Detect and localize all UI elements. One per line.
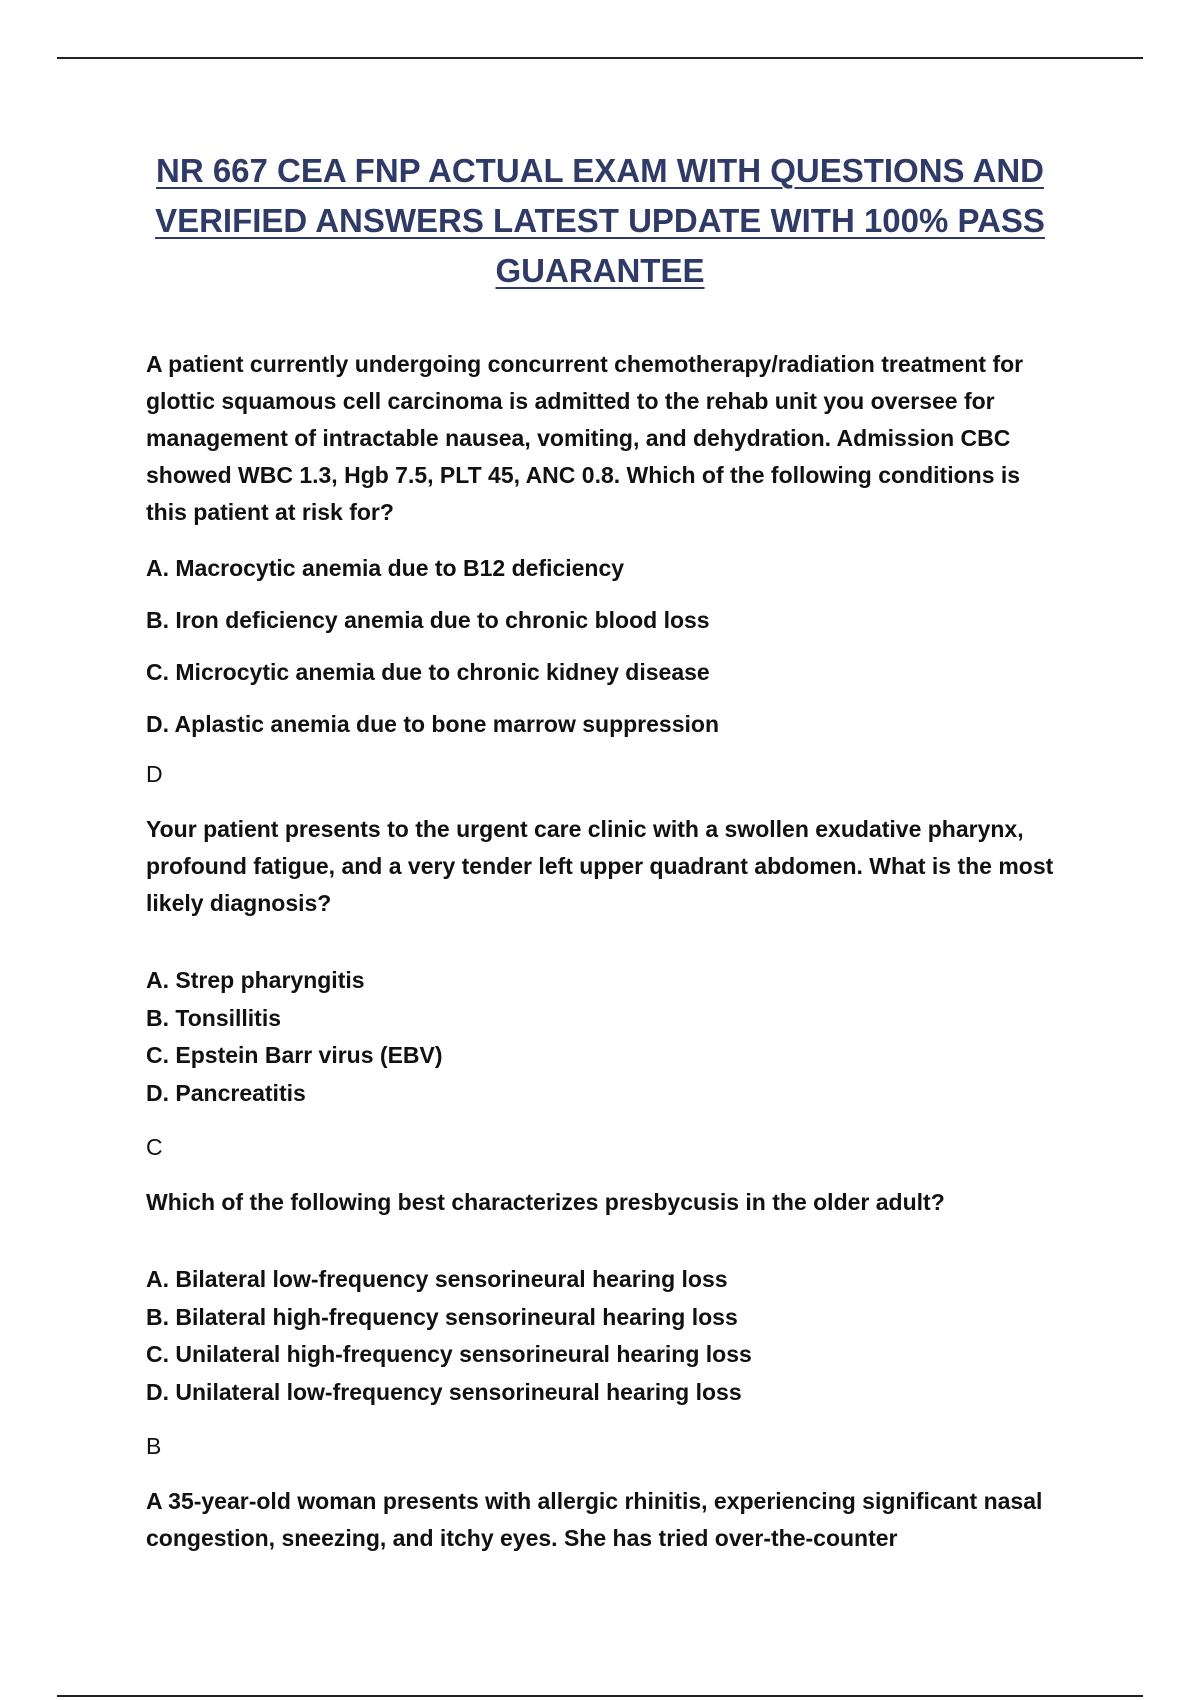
question-2: Your patient presents to the urgent care clinic with a swollen exudative pharynx, profound fatigue, and a very tender left upper quadrant abdomen. What is the most likely diagnosis? — [146, 816, 1054, 916]
option-a: A. Bilateral low-frequency sensorineural hearing loss — [146, 1266, 728, 1292]
option-b: B. Tonsillitis — [146, 1004, 282, 1031]
option-d: D. Pancreatitis — [146, 1079, 306, 1106]
option-d: D. Unilateral low-frequency sensorineural hearing loss — [146, 1378, 742, 1405]
question-2-options — [146, 962, 1066, 1112]
question-4: A 35-year-old woman presents with allergic rhinitis, experiencing significant nasal congestion, sneezing, and itchy eyes. She has tried over-the-counter — [146, 1488, 1043, 1551]
document-body — [146, 346, 1066, 1557]
question-3-answer: B — [146, 1433, 162, 1459]
option-b: B. Bilateral high-frequency sensorineural hearing loss — [146, 1303, 738, 1330]
question-2-answer: C — [146, 1134, 163, 1160]
option-c: C. Microcytic anemia due to chronic kidney disease — [146, 659, 710, 685]
question-3-options — [146, 1261, 1066, 1411]
option-a: A. Macrocytic anemia due to B12 deficiency — [146, 555, 625, 581]
option-c: C. Epstein Barr virus (EBV) — [146, 1042, 443, 1068]
option-c: C. Unilateral high-frequency sensorineural hearing loss — [146, 1341, 752, 1367]
question-1: A patient currently undergoing concurrent chemotherapy/radiation treatment for glottic squamous cell carcinoma is admitted to the rehab unit you oversee for management of intractable nausea, vomiting, and dehydration. Admission CBC showed WBC 1.3, Hgb 7.5, PLT 45, ANC 0.8. Which of the following conditions is this patient at risk for? — [146, 351, 1024, 525]
option-b: B. Iron deficiency anemia due to chronic blood loss — [146, 607, 710, 633]
bottom-divider — [57, 1695, 1143, 1697]
question-3: Which of the following best characterizes presbycusis in the older adult? — [146, 1189, 945, 1215]
option-a: A. Strep pharyngitis — [146, 967, 365, 993]
top-divider — [57, 57, 1143, 59]
question-1-answer: D — [146, 761, 163, 787]
option-d: D. Aplastic anemia due to bone marrow suppression — [146, 711, 719, 737]
question-1-options — [146, 553, 1066, 739]
document-title: NR 667 CEA FNP ACTUAL EXAM WITH QUESTIONS AND VERIFIED ANSWERS LATEST UPDATE WITH 100% PASS GUARANTEE — [155, 152, 1045, 289]
